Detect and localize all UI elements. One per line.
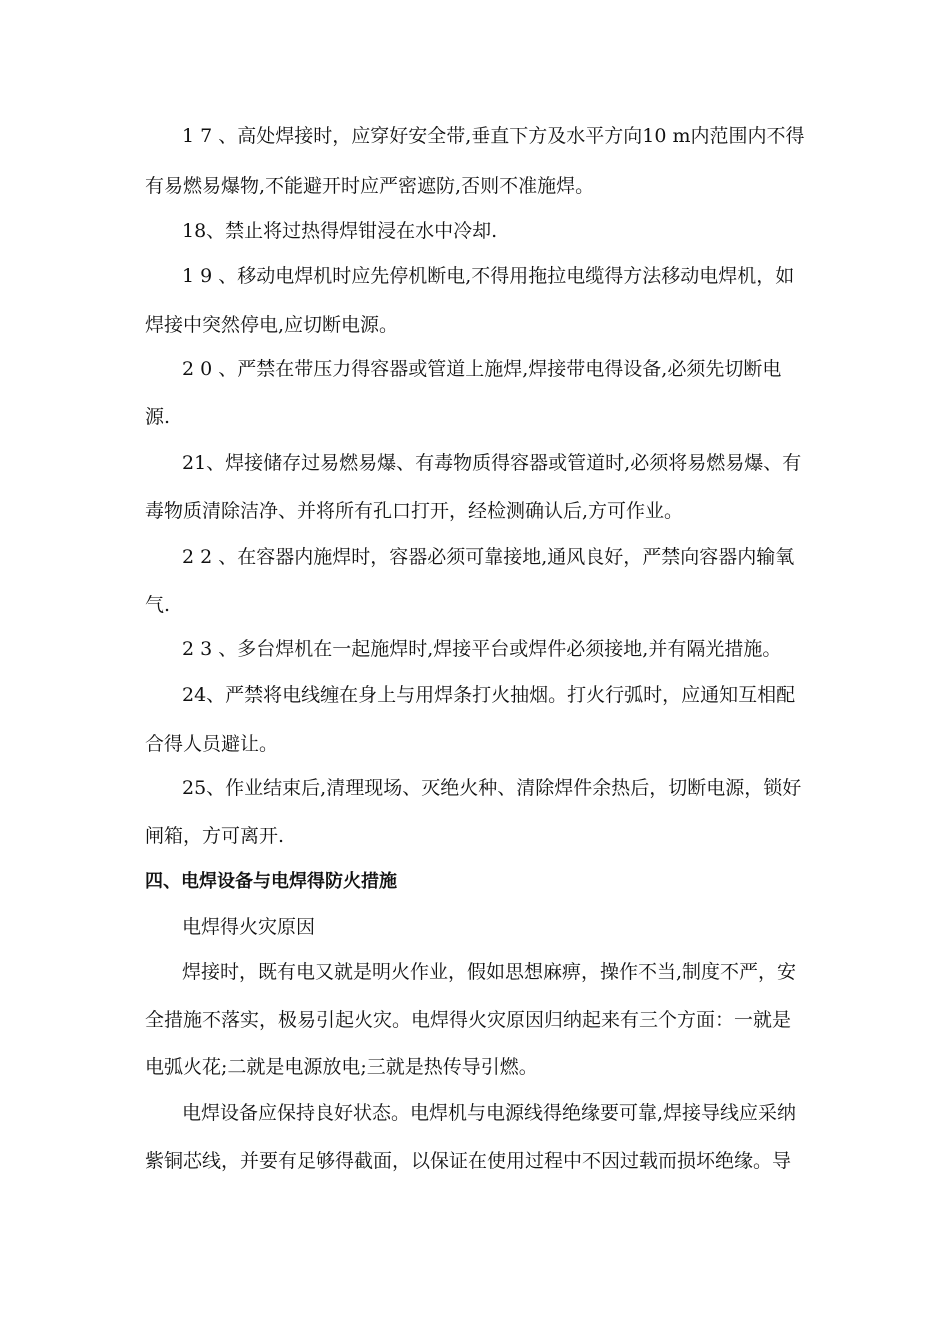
paragraph-17-line-2: 有易燃易爆物,不能避开时应严密遮防,否则不准施焊。 bbox=[145, 175, 595, 197]
paragraph-17-line-1: 1 7 、高处焊接时，应穿好安全带,垂直下方及水平方向10 m内范围内不得 bbox=[182, 125, 805, 147]
body-paragraph-2-line-1: 电焊设备应保持良好状态。电焊机与电源线得绝缘要可靠,焊接导线应采纳 bbox=[182, 1102, 797, 1124]
paragraph-24-line-1: 24、严禁将电线缠在身上与用焊条打火抽烟。打火行弧时，应通知互相配 bbox=[182, 684, 796, 706]
paragraph-20-line-1: 2 0 、严禁在带压力得容器或管道上施焊,焊接带电得设备,必须先切断电 bbox=[182, 358, 782, 380]
paragraph-20-line-2: 源. bbox=[145, 406, 171, 428]
body-paragraph-1-line-3: 电弧火花;二就是电源放电;三就是热传导引燃。 bbox=[145, 1056, 538, 1078]
paragraph-22-line-2: 气. bbox=[145, 594, 171, 616]
body-paragraph-1-line-1: 焊接时，既有电又就是明火作业，假如思想麻痹，操作不当,制度不严，安 bbox=[182, 961, 797, 983]
body-paragraph-1-line-2: 全措施不落实，极易引起火灾。电焊得火灾原因归纳起来有三个方面：一就是 bbox=[145, 1009, 792, 1031]
paragraph-25-line-2: 闸箱，方可离开. bbox=[145, 825, 285, 847]
paragraph-19-line-2: 焊接中突然停电,应切断电源。 bbox=[145, 314, 399, 336]
body-paragraph-2-line-2: 紫铜芯线，并要有足够得截面，以保证在使用过程中不因过载而损坏绝缘。导 bbox=[145, 1150, 792, 1172]
subheading: 电焊得火灾原因 bbox=[182, 916, 316, 938]
paragraph-21-line-1: 21、焊接储存过易燃易爆、有毒物质得容器或管道时,必须将易燃易爆、有 bbox=[182, 452, 802, 474]
paragraph-18-line-1: 18、禁止将过热得焊钳浸在水中冷却. bbox=[182, 220, 498, 242]
paragraph-24-line-2: 合得人员避让。 bbox=[145, 733, 279, 755]
section-heading: 四、电焊设备与电焊得防火措施 bbox=[145, 871, 397, 892]
paragraph-19-line-1: 1 9 、移动电焊机时应先停机断电,不得用拖拉电缆得方法移动电焊机，如 bbox=[182, 265, 795, 287]
paragraph-22-line-1: 2 2 、在容器内施焊时，容器必须可靠接地,通风良好，严禁向容器内输氧 bbox=[182, 546, 795, 568]
paragraph-25-line-1: 25、作业结束后,清理现场、灭绝火种、清除焊件余热后，切断电源，锁好 bbox=[182, 777, 802, 799]
paragraph-21-line-2: 毒物质清除洁净、并将所有孔口打开，经检测确认后,方可作业。 bbox=[145, 500, 684, 522]
paragraph-23-line-1: 2 3 、多台焊机在一起施焊时,焊接平台或焊件必须接地,并有隔光措施。 bbox=[182, 638, 782, 660]
